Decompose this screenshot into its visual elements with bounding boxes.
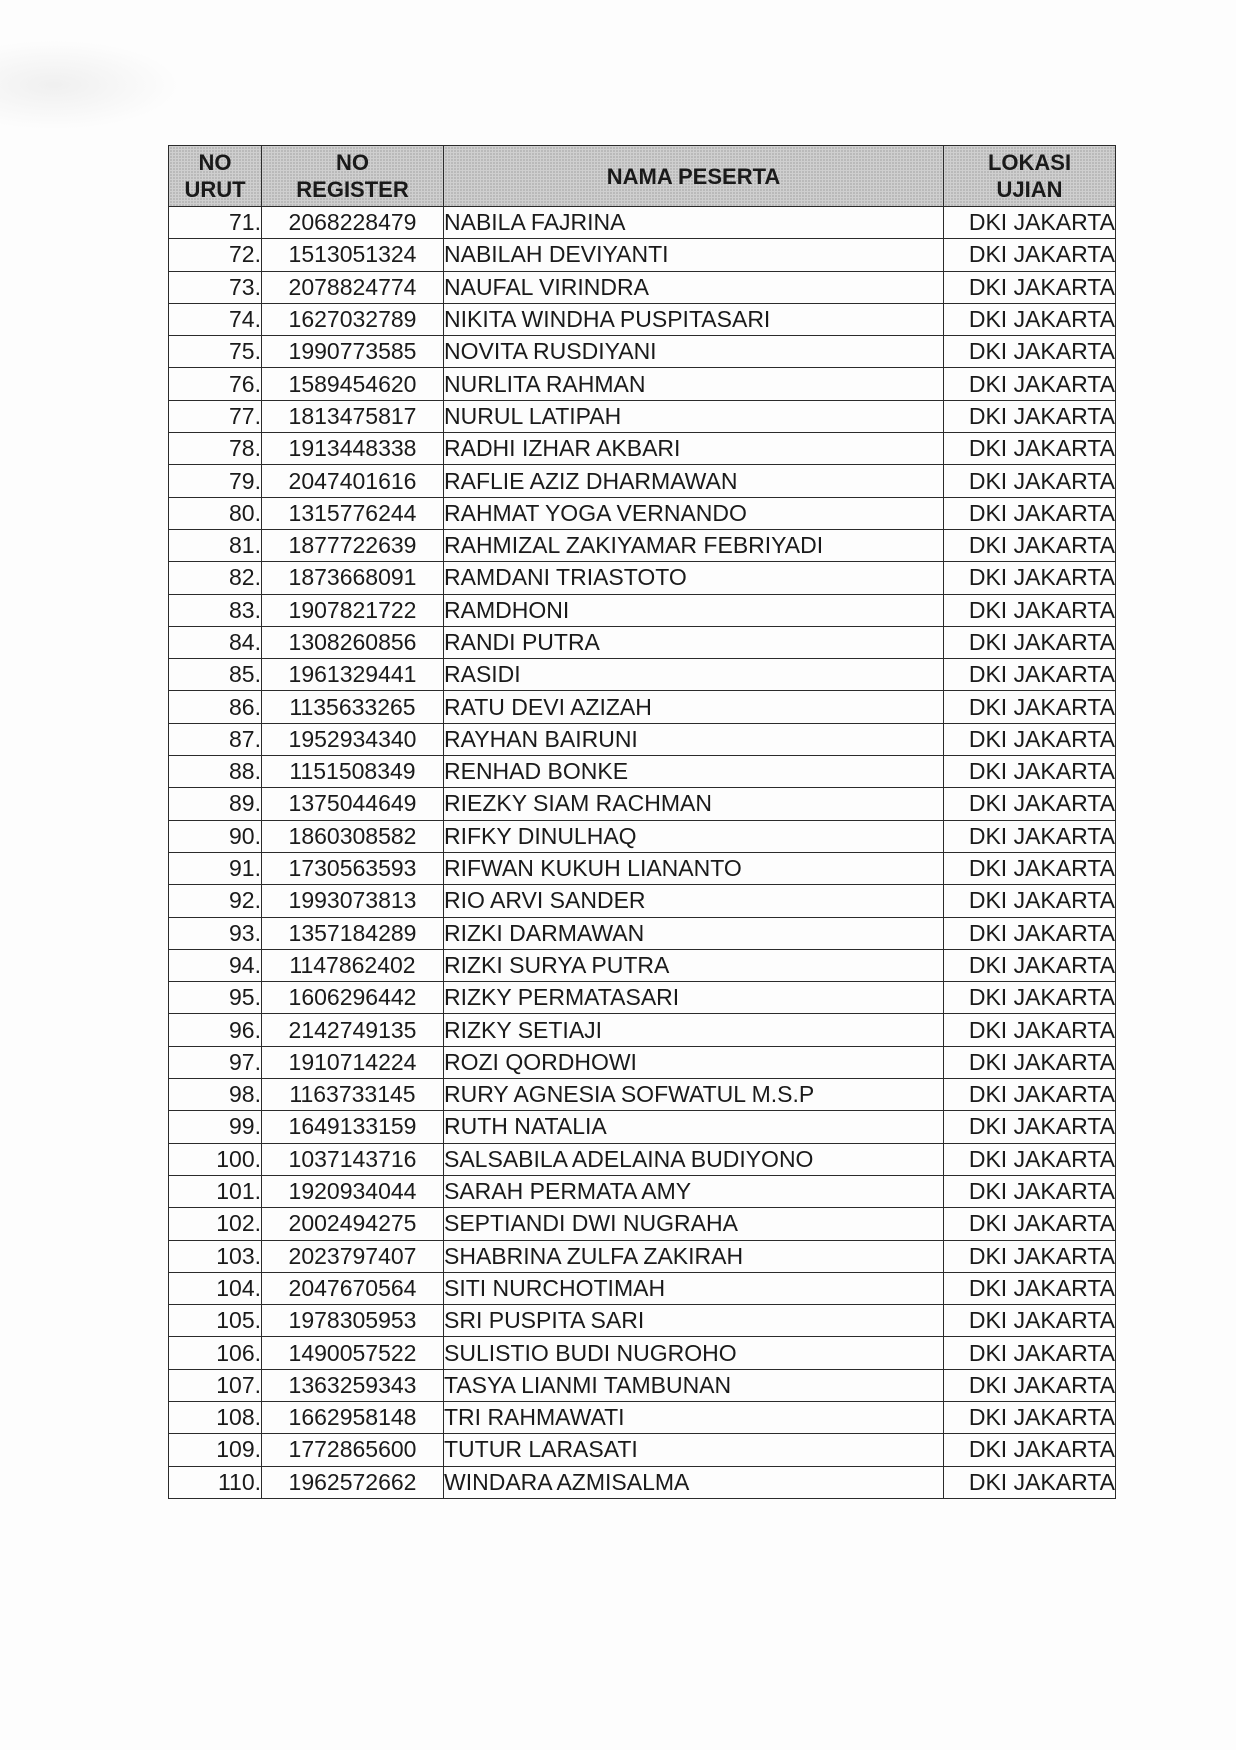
table-row <box>169 691 1116 723</box>
cell-no-urut: 73. <box>169 271 262 303</box>
cell-no-register: 1357184289 <box>262 917 444 949</box>
cell-nama-peserta: RIFKY DINULHAQ <box>444 820 944 852</box>
cell-lokasi-ujian: DKI JAKARTA <box>944 271 1116 303</box>
cell-no-urut: 86. <box>169 691 262 723</box>
cell-nama-peserta: RIZKI DARMAWAN <box>444 917 944 949</box>
cell-nama-peserta: RAYHAN BAIRUNI <box>444 723 944 755</box>
cell-no-urut: 110. <box>169 1466 262 1498</box>
cell-lokasi-ujian: DKI JAKARTA <box>944 1046 1116 1078</box>
cell-no-register: 1730563593 <box>262 852 444 884</box>
table-row <box>169 465 1116 497</box>
cell-no-urut: 109. <box>169 1434 262 1466</box>
cell-nama-peserta: RASIDI <box>444 659 944 691</box>
header-row <box>169 146 1116 207</box>
cell-nama-peserta: RIEZKY SIAM RACHMAN <box>444 788 944 820</box>
table-row <box>169 1240 1116 1272</box>
cell-nama-peserta: NOVITA RUSDIYANI <box>444 336 944 368</box>
cell-no-urut: 102. <box>169 1208 262 1240</box>
cell-no-register: 1649133159 <box>262 1111 444 1143</box>
cell-lokasi-ujian: DKI JAKARTA <box>944 917 1116 949</box>
table-row <box>169 594 1116 626</box>
cell-no-urut: 97. <box>169 1046 262 1078</box>
cell-lokasi-ujian: DKI JAKARTA <box>944 788 1116 820</box>
cell-lokasi-ujian: DKI JAKARTA <box>944 982 1116 1014</box>
cell-no-register: 1910714224 <box>262 1046 444 1078</box>
cell-no-register: 1772865600 <box>262 1434 444 1466</box>
cell-lokasi-ujian: DKI JAKARTA <box>944 1369 1116 1401</box>
table-row <box>169 1369 1116 1401</box>
table-row <box>169 788 1116 820</box>
cell-lokasi-ujian: DKI JAKARTA <box>944 1305 1116 1337</box>
cell-no-urut: 85. <box>169 659 262 691</box>
cell-no-urut: 87. <box>169 723 262 755</box>
cell-no-register: 1952934340 <box>262 723 444 755</box>
cell-nama-peserta: TUTUR LARASATI <box>444 1434 944 1466</box>
cell-lokasi-ujian: DKI JAKARTA <box>944 1111 1116 1143</box>
cell-nama-peserta: NIKITA WINDHA PUSPITASARI <box>444 303 944 335</box>
cell-lokasi-ujian: DKI JAKARTA <box>944 1143 1116 1175</box>
cell-lokasi-ujian: DKI JAKARTA <box>944 239 1116 271</box>
table-row <box>169 1466 1116 1498</box>
header-nama-peserta-label: NAMA PESERTA <box>606 163 781 189</box>
cell-no-urut: 107. <box>169 1369 262 1401</box>
cell-no-urut: 83. <box>169 594 262 626</box>
cell-no-urut: 71. <box>169 207 262 239</box>
header-lokasi-ujian-line2: UJIAN <box>996 177 1063 202</box>
cell-lokasi-ujian: DKI JAKARTA <box>944 465 1116 497</box>
cell-no-urut: 106. <box>169 1337 262 1369</box>
header-lokasi-ujian-line1: LOKASI <box>987 150 1072 175</box>
cell-no-register: 1490057522 <box>262 1337 444 1369</box>
table-row <box>169 336 1116 368</box>
cell-lokasi-ujian: DKI JAKARTA <box>944 1337 1116 1369</box>
table-row <box>169 626 1116 658</box>
table-row <box>169 756 1116 788</box>
table-row <box>169 1337 1116 1369</box>
cell-lokasi-ujian: DKI JAKARTA <box>944 1466 1116 1498</box>
table-row <box>169 562 1116 594</box>
cell-no-register: 1962572662 <box>262 1466 444 1498</box>
cell-no-register: 1375044649 <box>262 788 444 820</box>
cell-no-urut: 104. <box>169 1272 262 1304</box>
cell-no-register: 1961329441 <box>262 659 444 691</box>
cell-no-urut: 96. <box>169 1014 262 1046</box>
cell-nama-peserta: SRI PUSPITA SARI <box>444 1305 944 1337</box>
cell-no-urut: 89. <box>169 788 262 820</box>
header-no-register-line2: REGISTER <box>296 177 409 202</box>
cell-no-urut: 78. <box>169 433 262 465</box>
cell-no-urut: 84. <box>169 626 262 658</box>
table-row <box>169 303 1116 335</box>
cell-no-register: 1363259343 <box>262 1369 444 1401</box>
cell-no-urut: 91. <box>169 852 262 884</box>
cell-nama-peserta: RURY AGNESIA SOFWATUL M.S.P <box>444 1079 944 1111</box>
table-row <box>169 917 1116 949</box>
cell-nama-peserta: RUTH NATALIA <box>444 1111 944 1143</box>
cell-nama-peserta: WINDARA AZMISALMA <box>444 1466 944 1498</box>
cell-nama-peserta: RANDI PUTRA <box>444 626 944 658</box>
table-row <box>169 1046 1116 1078</box>
cell-no-urut: 81. <box>169 529 262 561</box>
cell-lokasi-ujian: DKI JAKARTA <box>944 626 1116 658</box>
cell-no-register: 1813475817 <box>262 400 444 432</box>
cell-no-urut: 99. <box>169 1111 262 1143</box>
table-row <box>169 982 1116 1014</box>
cell-no-register: 2078824774 <box>262 271 444 303</box>
cell-lokasi-ujian: DKI JAKARTA <box>944 885 1116 917</box>
cell-no-register: 1163733145 <box>262 1079 444 1111</box>
cell-no-register: 1315776244 <box>262 497 444 529</box>
cell-no-urut: 100. <box>169 1143 262 1175</box>
table-row <box>169 852 1116 884</box>
cell-no-register: 1662958148 <box>262 1401 444 1433</box>
cell-nama-peserta: RAMDHONI <box>444 594 944 626</box>
cell-no-urut: 103. <box>169 1240 262 1272</box>
cell-no-register: 2068228479 <box>262 207 444 239</box>
cell-lokasi-ujian: DKI JAKARTA <box>944 1208 1116 1240</box>
cell-nama-peserta: RATU DEVI AZIZAH <box>444 691 944 723</box>
cell-lokasi-ujian: DKI JAKARTA <box>944 562 1116 594</box>
cell-no-urut: 95. <box>169 982 262 1014</box>
cell-nama-peserta: RAMDANI TRIASTOTO <box>444 562 944 594</box>
cell-nama-peserta: RIO ARVI SANDER <box>444 885 944 917</box>
cell-nama-peserta: NURLITA RAHMAN <box>444 368 944 400</box>
cell-nama-peserta: RAFLIE AZIZ DHARMAWAN <box>444 465 944 497</box>
table-row <box>169 1401 1116 1433</box>
cell-no-register: 1978305953 <box>262 1305 444 1337</box>
header-lokasi-ujian <box>944 146 1116 207</box>
cell-nama-peserta: NABILA FAJRINA <box>444 207 944 239</box>
cell-no-register: 1151508349 <box>262 756 444 788</box>
cell-no-register: 1920934044 <box>262 1175 444 1207</box>
cell-no-register: 1135633265 <box>262 691 444 723</box>
cell-lokasi-ujian: DKI JAKARTA <box>944 400 1116 432</box>
cell-nama-peserta: RIZKI SURYA PUTRA <box>444 949 944 981</box>
cell-lokasi-ujian: DKI JAKARTA <box>944 207 1116 239</box>
cell-lokasi-ujian: DKI JAKARTA <box>944 529 1116 561</box>
header-no-register-line1: NO <box>336 150 369 175</box>
cell-no-register: 2002494275 <box>262 1208 444 1240</box>
header-no-urut-line1: NO <box>198 150 232 175</box>
cell-nama-peserta: SEPTIANDI DWI NUGRAHA <box>444 1208 944 1240</box>
cell-no-urut: 92. <box>169 885 262 917</box>
cell-no-urut: 76. <box>169 368 262 400</box>
table-row <box>169 1434 1116 1466</box>
cell-lokasi-ujian: DKI JAKARTA <box>944 303 1116 335</box>
table-row <box>169 659 1116 691</box>
cell-no-register: 2047670564 <box>262 1272 444 1304</box>
cell-lokasi-ujian: DKI JAKARTA <box>944 1079 1116 1111</box>
header-no-register <box>262 146 444 207</box>
table-row <box>169 271 1116 303</box>
cell-no-urut: 82. <box>169 562 262 594</box>
cell-nama-peserta: TASYA LIANMI TAMBUNAN <box>444 1369 944 1401</box>
cell-nama-peserta: RAHMAT YOGA VERNANDO <box>444 497 944 529</box>
header-no-urut-line2: URUT <box>184 177 246 202</box>
cell-lokasi-ujian: DKI JAKARTA <box>944 1401 1116 1433</box>
cell-nama-peserta: RENHAD BONKE <box>444 756 944 788</box>
cell-lokasi-ujian: DKI JAKARTA <box>944 723 1116 755</box>
cell-nama-peserta: NABILAH DEVIYANTI <box>444 239 944 271</box>
cell-lokasi-ujian: DKI JAKARTA <box>944 949 1116 981</box>
cell-nama-peserta: SALSABILA ADELAINA BUDIYONO <box>444 1143 944 1175</box>
cell-lokasi-ujian: DKI JAKARTA <box>944 1014 1116 1046</box>
cell-no-register: 1627032789 <box>262 303 444 335</box>
cell-nama-peserta: NAUFAL VIRINDRA <box>444 271 944 303</box>
cell-no-urut: 77. <box>169 400 262 432</box>
cell-lokasi-ujian: DKI JAKARTA <box>944 1272 1116 1304</box>
cell-no-register: 1513051324 <box>262 239 444 271</box>
cell-no-urut: 72. <box>169 239 262 271</box>
table-row <box>169 433 1116 465</box>
scan-smudge <box>0 40 180 130</box>
cell-lokasi-ujian: DKI JAKARTA <box>944 659 1116 691</box>
table-header <box>169 146 1116 207</box>
cell-lokasi-ujian: DKI JAKARTA <box>944 1240 1116 1272</box>
cell-no-urut: 80. <box>169 497 262 529</box>
cell-lokasi-ujian: DKI JAKARTA <box>944 368 1116 400</box>
cell-no-register: 1993073813 <box>262 885 444 917</box>
cell-no-register: 2023797407 <box>262 1240 444 1272</box>
cell-no-urut: 98. <box>169 1079 262 1111</box>
table-row <box>169 1111 1116 1143</box>
cell-lokasi-ujian: DKI JAKARTA <box>944 336 1116 368</box>
cell-no-register: 1873668091 <box>262 562 444 594</box>
cell-nama-peserta: SHABRINA ZULFA ZAKIRAH <box>444 1240 944 1272</box>
header-nama-peserta <box>444 146 944 207</box>
cell-no-register: 1589454620 <box>262 368 444 400</box>
table-row <box>169 885 1116 917</box>
cell-no-register: 1913448338 <box>262 433 444 465</box>
cell-no-urut: 108. <box>169 1401 262 1433</box>
cell-nama-peserta: RIZKY SETIAJI <box>444 1014 944 1046</box>
cell-lokasi-ujian: DKI JAKARTA <box>944 820 1116 852</box>
cell-no-urut: 75. <box>169 336 262 368</box>
cell-lokasi-ujian: DKI JAKARTA <box>944 497 1116 529</box>
table-row <box>169 1175 1116 1207</box>
table-row <box>169 1208 1116 1240</box>
table-row <box>169 1079 1116 1111</box>
table-row <box>169 239 1116 271</box>
cell-no-register: 2047401616 <box>262 465 444 497</box>
table-row <box>169 529 1116 561</box>
cell-no-urut: 94. <box>169 949 262 981</box>
cell-no-register: 1907821722 <box>262 594 444 626</box>
cell-no-urut: 79. <box>169 465 262 497</box>
cell-nama-peserta: ROZI QORDHOWI <box>444 1046 944 1078</box>
cell-no-urut: 74. <box>169 303 262 335</box>
table-row <box>169 1305 1116 1337</box>
cell-no-register: 1990773585 <box>262 336 444 368</box>
cell-nama-peserta: SITI NURCHOTIMAH <box>444 1272 944 1304</box>
cell-lokasi-ujian: DKI JAKARTA <box>944 433 1116 465</box>
table-row <box>169 949 1116 981</box>
cell-lokasi-ujian: DKI JAKARTA <box>944 1175 1116 1207</box>
table-body <box>169 207 1116 1499</box>
cell-no-register: 1308260856 <box>262 626 444 658</box>
cell-nama-peserta: NURUL LATIPAH <box>444 400 944 432</box>
table-row <box>169 820 1116 852</box>
cell-nama-peserta: SULISTIO BUDI NUGROHO <box>444 1337 944 1369</box>
cell-nama-peserta: TRI RAHMAWATI <box>444 1401 944 1433</box>
header-no-urut <box>169 146 262 207</box>
cell-no-urut: 101. <box>169 1175 262 1207</box>
cell-no-urut: 88. <box>169 756 262 788</box>
cell-no-register: 2142749135 <box>262 1014 444 1046</box>
table-row <box>169 497 1116 529</box>
cell-no-urut: 105. <box>169 1305 262 1337</box>
cell-no-register: 1606296442 <box>262 982 444 1014</box>
table-row <box>169 1143 1116 1175</box>
table-row <box>169 1014 1116 1046</box>
table-row <box>169 723 1116 755</box>
cell-no-register: 1037143716 <box>262 1143 444 1175</box>
cell-lokasi-ujian: DKI JAKARTA <box>944 691 1116 723</box>
cell-nama-peserta: RAHMIZAL ZAKIYAMAR FEBRIYADI <box>444 529 944 561</box>
cell-no-register: 1877722639 <box>262 529 444 561</box>
table-row <box>169 1272 1116 1304</box>
cell-lokasi-ujian: DKI JAKARTA <box>944 1434 1116 1466</box>
table-row <box>169 368 1116 400</box>
cell-no-register: 1147862402 <box>262 949 444 981</box>
cell-lokasi-ujian: DKI JAKARTA <box>944 852 1116 884</box>
table-row <box>169 400 1116 432</box>
cell-nama-peserta: RADHI IZHAR AKBARI <box>444 433 944 465</box>
cell-nama-peserta: RIZKY PERMATASARI <box>444 982 944 1014</box>
cell-nama-peserta: SARAH PERMATA AMY <box>444 1175 944 1207</box>
cell-lokasi-ujian: DKI JAKARTA <box>944 756 1116 788</box>
table-row <box>169 207 1116 239</box>
cell-lokasi-ujian: DKI JAKARTA <box>944 594 1116 626</box>
cell-nama-peserta: RIFWAN KUKUH LIANANTO <box>444 852 944 884</box>
cell-no-urut: 93. <box>169 917 262 949</box>
participant-table <box>168 145 1116 1499</box>
cell-no-urut: 90. <box>169 820 262 852</box>
cell-no-register: 1860308582 <box>262 820 444 852</box>
